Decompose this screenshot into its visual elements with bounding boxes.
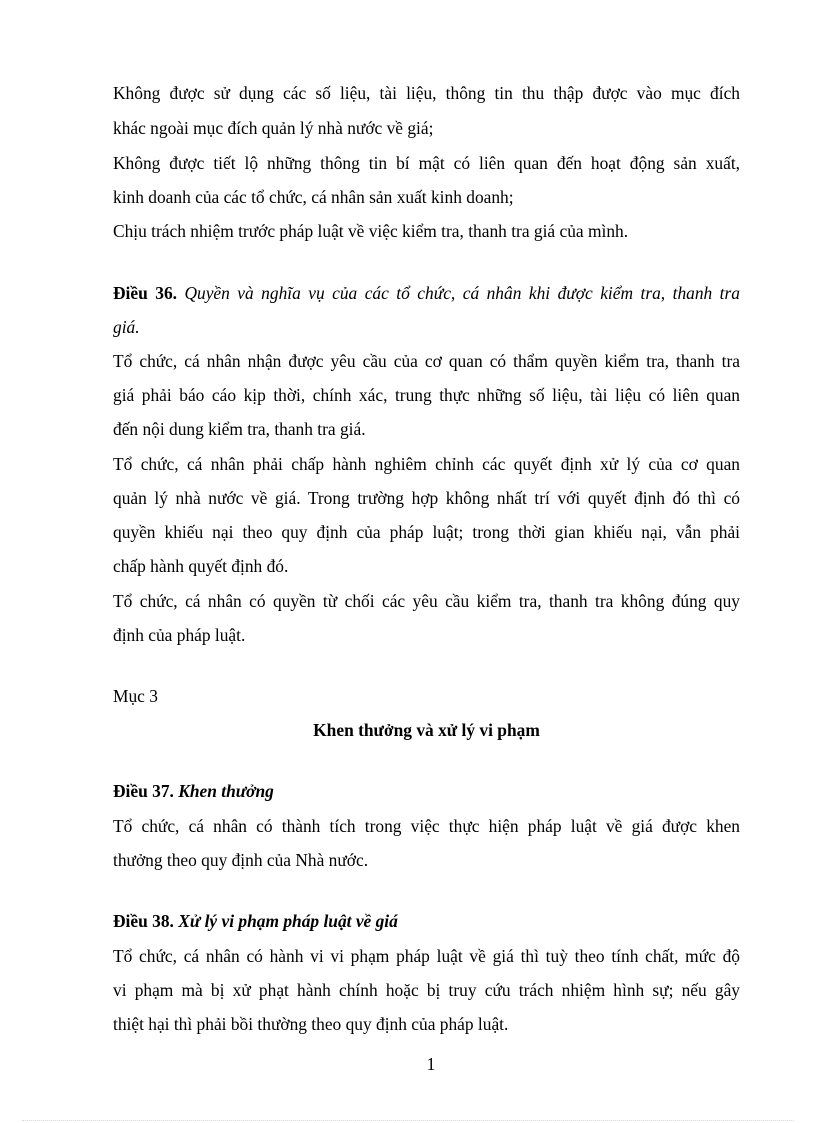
- text-line: Không được tiết lộ những thông tin bí mật có liên quan đến hoạt động sản xuất,: [113, 153, 740, 173]
- text-line: định của pháp luật.: [113, 625, 246, 645]
- text-line: quyền khiếu nại theo quy định của pháp luật; trong thời gian khiếu nại, vẫn phải: [113, 522, 740, 542]
- text-line: thiệt hại thì phải bồi thường theo quy định của pháp luật.: [113, 1014, 509, 1034]
- text-line: đến nội dung kiểm tra, thanh tra giá.: [113, 419, 366, 439]
- article-37-label: Điều 37.: [113, 781, 174, 801]
- text-line: quản lý nhà nước về giá. Trong trường hợp không nhất trí với quyết định đó thì có: [113, 488, 740, 508]
- text-line: Tổ chức, cá nhân nhận được yêu cầu của cơ quan có thẩm quyền kiểm tra, thanh tra: [113, 351, 740, 371]
- article-38-heading: [113, 911, 740, 931]
- article-36-title-cont: giá.: [113, 317, 140, 337]
- text-line: Không được sử dụng các số liệu, tài liệu, thông tin thu thập được vào mục đích: [113, 83, 740, 103]
- article-36-heading: [113, 283, 740, 303]
- text-line: khác ngoài mục đích quản lý nhà nước về giá;: [113, 118, 434, 138]
- text-line: Chịu trách nhiệm trước pháp luật về việc kiểm tra, thanh tra giá của mình.: [113, 221, 629, 241]
- article-36-title: Quyền và nghĩa vụ của các tổ chức, cá nhân khi được kiểm tra, thanh tra: [184, 283, 740, 303]
- section-title-text: Khen thưởng và xử lý vi phạm: [313, 720, 540, 740]
- text-line: thưởng theo quy định của Nhà nước.: [113, 850, 369, 870]
- text-line: kinh doanh của các tổ chức, cá nhân sản xuất kinh doanh;: [113, 187, 514, 207]
- page-bottom-border: [22, 1120, 794, 1121]
- article-38-label: Điều 38.: [113, 911, 174, 931]
- page-number: 1: [426, 1054, 436, 1074]
- article-36-label: Điều 36.: [113, 283, 177, 303]
- section-label: Mục 3: [113, 686, 158, 706]
- text-line: vi phạm mà bị xử phạt hành chính hoặc bị truy cứu trách nhiệm hình sự; nếu gây: [113, 980, 740, 1000]
- article-36-heading-cont: [113, 317, 740, 337]
- text-line: chấp hành quyết định đó.: [113, 556, 289, 576]
- section-title: [113, 720, 740, 740]
- text-line: giá phải báo cáo kịp thời, chính xác, trung thực những số liệu, tài liệu có liên quan: [113, 385, 740, 405]
- text-line: Tổ chức, cá nhân có quyền từ chối các yêu cầu kiểm tra, thanh tra không đúng quy: [113, 591, 740, 611]
- article-37-title: Khen thưởng: [178, 781, 274, 801]
- text-line: Tổ chức, cá nhân có thành tích trong việc thực hiện pháp luật về giá được khen: [113, 816, 740, 836]
- article-37-heading: [113, 781, 740, 801]
- text-line: Tổ chức, cá nhân phải chấp hành nghiêm chỉnh các quyết định xử lý của cơ quan: [113, 454, 740, 474]
- text-line: Tổ chức, cá nhân có hành vi vi phạm pháp luật về giá thì tuỳ theo tính chất, mức độ: [113, 946, 740, 966]
- article-38-title: Xử lý vi phạm pháp luật về giá: [178, 911, 398, 931]
